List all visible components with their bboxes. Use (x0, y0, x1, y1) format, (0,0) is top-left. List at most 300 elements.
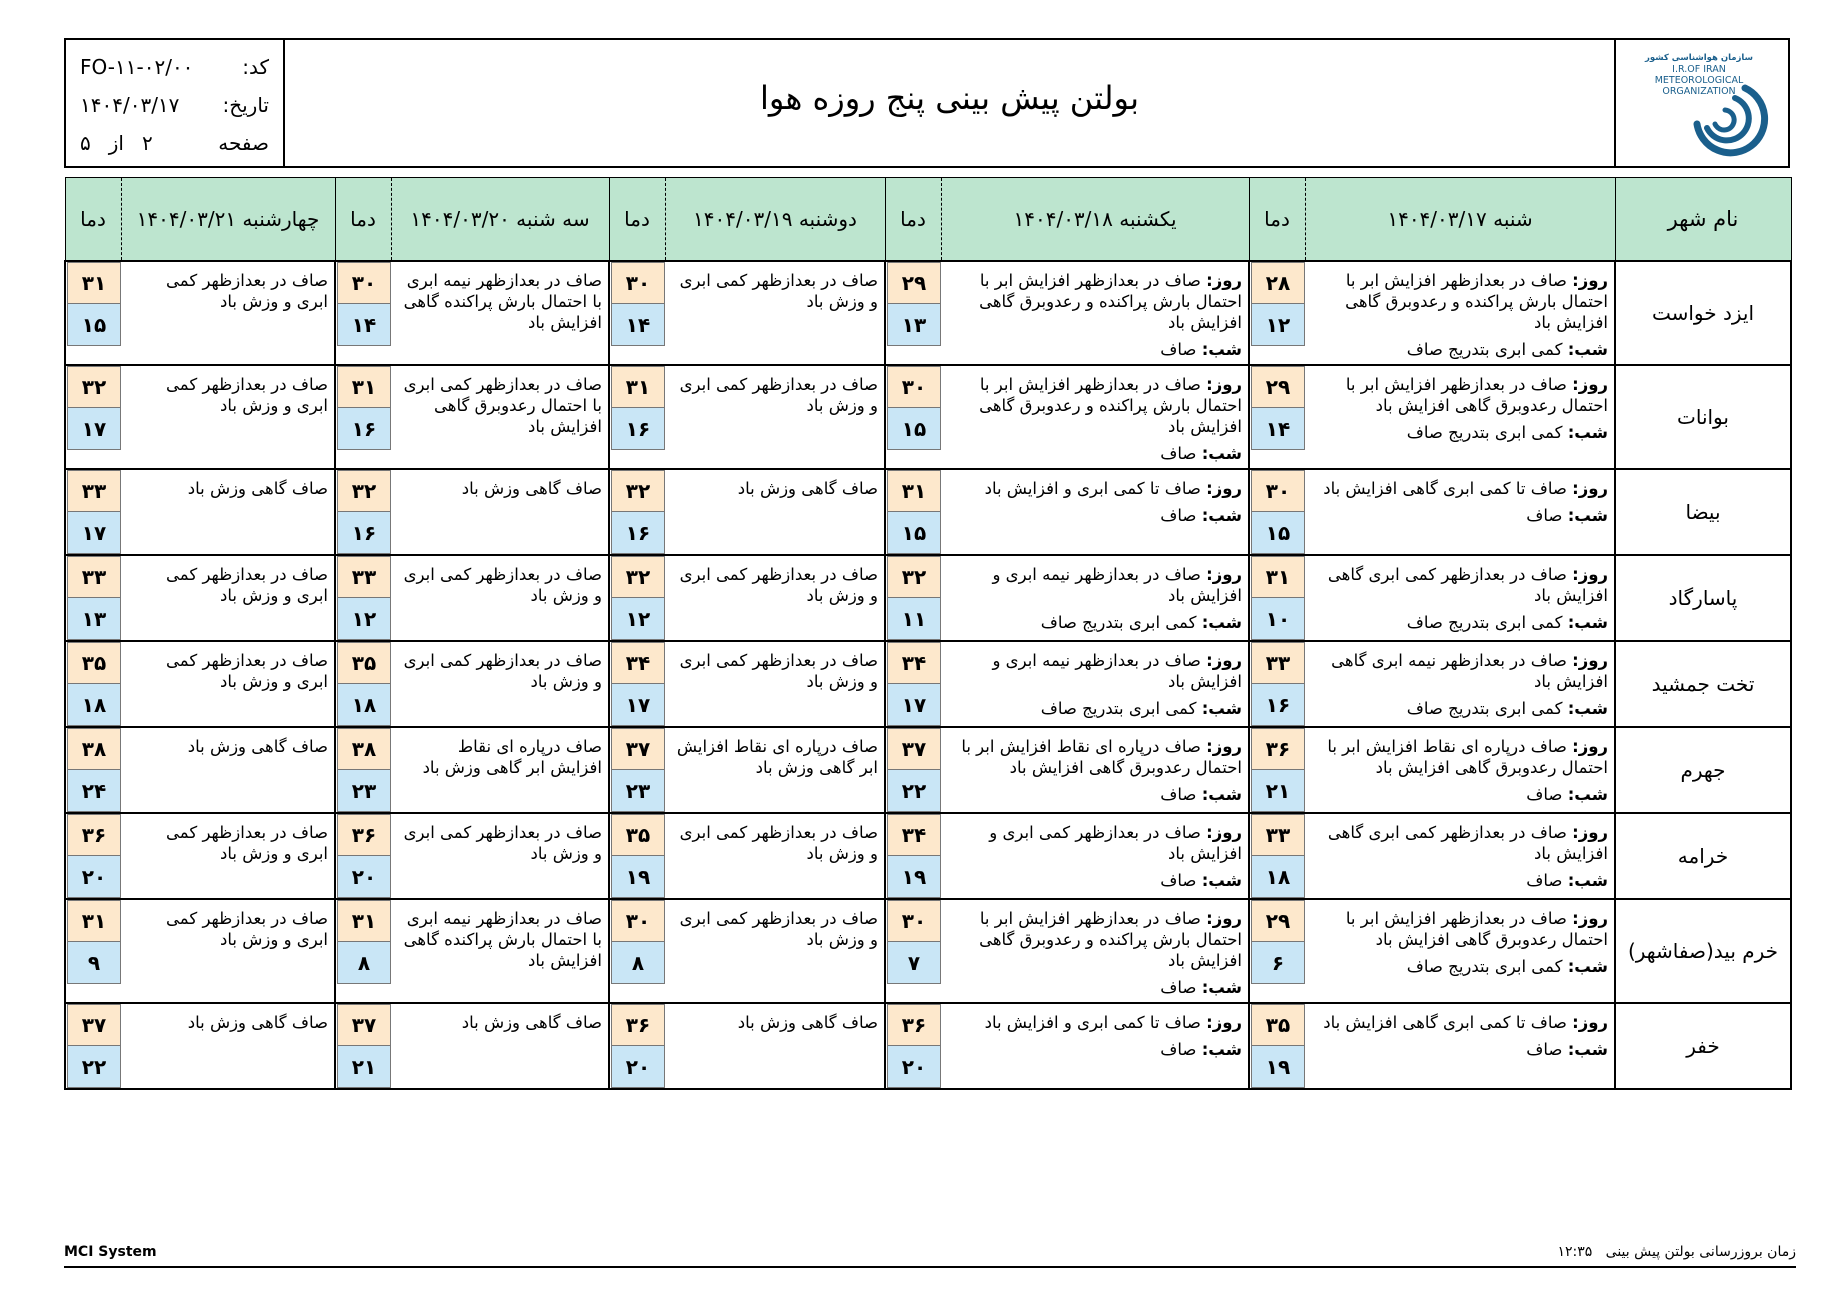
min-temp: ۱۹ (887, 856, 941, 898)
forecast-cell (391, 813, 609, 899)
night-label: شب: (1201, 871, 1242, 890)
day-label: روز: (1572, 375, 1608, 394)
max-temp: ۳۵ (1251, 1004, 1305, 1046)
max-temp: ۲۹ (887, 262, 941, 304)
forecast-cell (665, 899, 885, 1003)
max-temp: ۲۹ (1251, 900, 1305, 942)
forecast-cell (391, 1003, 609, 1089)
temperature-cell (1249, 641, 1305, 727)
night-label: شب: (1567, 340, 1608, 359)
max-temp: ۲۸ (1251, 262, 1305, 304)
max-temp: ۳۷ (611, 728, 665, 770)
temperature-cell (609, 261, 665, 365)
document-info (66, 40, 285, 166)
night-label: شب: (1201, 340, 1242, 359)
day-label: روز: (1206, 823, 1242, 842)
forecast-text: صاف در بعدازظهر کمی ابری و وزش باد (166, 271, 328, 311)
forecast-cell (665, 261, 885, 365)
min-temp: ۱۶ (337, 408, 391, 450)
night-label: شب: (1567, 785, 1608, 804)
forecast-cell (665, 555, 885, 641)
day-text: صاف در بعدازظهر نیمه ابری و افزایش باد (992, 651, 1242, 691)
day-forecast (951, 736, 1242, 778)
forecast-text: صاف گاهی وزش باد (461, 479, 602, 498)
max-temp: ۳۳ (1251, 814, 1305, 856)
day-header-5: چهارشنبه ۱۴۰۴/۰۳/۲۱ (121, 178, 335, 262)
day-label: روز: (1206, 1013, 1242, 1032)
night-text: صاف (1160, 1040, 1197, 1059)
city-name: بوانات (1615, 365, 1791, 469)
min-temp: ۱۴ (611, 304, 665, 346)
table-row (65, 365, 1791, 469)
max-temp: ۳۱ (67, 900, 121, 942)
forecast-cell (665, 1003, 885, 1089)
day-label: روز: (1572, 565, 1608, 584)
temperature-cell (65, 727, 121, 813)
max-temp: ۳۴ (611, 642, 665, 684)
forecast-text: صاف گاهی وزش باد (187, 1013, 328, 1032)
min-temp: ۲۴ (67, 770, 121, 812)
day-text: صاف در بعدازظهر افزایش ابر با احتمال بارش پراکنده و رعدوبرق گاهی افزایش باد (1345, 271, 1608, 332)
page-row (80, 124, 269, 162)
temperature-cell (335, 261, 391, 365)
night-text: صاف (1526, 1040, 1563, 1059)
forecast-cell (121, 641, 335, 727)
forecast-cell (391, 469, 609, 555)
max-temp: ۳۰ (887, 900, 941, 942)
forecast-cell (391, 899, 609, 1003)
min-temp: ۱۸ (1251, 856, 1305, 898)
min-temp: ۱۵ (887, 408, 941, 450)
day-text: صاف تا کمی ابری گاهی افزایش باد (1323, 1013, 1567, 1032)
temperature-cell (1249, 1003, 1305, 1089)
min-temp: ۶ (1251, 942, 1305, 984)
max-temp: ۳۶ (887, 1004, 941, 1046)
temperature-cell (609, 899, 665, 1003)
temp-header-3: دما (609, 178, 665, 262)
night-forecast (951, 505, 1242, 526)
temperature-cell (1249, 813, 1305, 899)
meteorological-logo-icon (1627, 48, 1777, 158)
night-text: صاف (1160, 444, 1197, 463)
forecast-cell (1305, 641, 1615, 727)
forecast-text: صاف در بعدازظهر کمی ابری و وزش باد (679, 909, 878, 949)
night-label: شب: (1201, 1040, 1242, 1059)
temperature-cell (1249, 261, 1305, 365)
forecast-text: صاف در بعدازظهر کمی ابری و وزش باد (403, 823, 602, 863)
day-text: صاف در بعدازظهر افزایش ابر با احتمال بارش پراکنده و رعدوبرق گاهی افزایش باد (979, 909, 1242, 970)
day-text: صاف درپاره ای نقاط افزایش ابر با احتمال رعدوبرق گاهی افزایش باد (961, 737, 1242, 777)
min-temp: ۲۰ (67, 856, 121, 898)
forecast-cell (1305, 365, 1615, 469)
night-forecast (1315, 339, 1608, 360)
city-name: تخت جمشید (1615, 641, 1791, 727)
night-text: کمی ابری بتدریج صاف (1406, 340, 1563, 359)
max-temp: ۳۰ (611, 900, 665, 942)
forecast-cell (121, 813, 335, 899)
max-temp: ۳۷ (887, 728, 941, 770)
forecast-cell (941, 261, 1249, 365)
forecast-cell (941, 641, 1249, 727)
day-forecast (1315, 650, 1608, 692)
max-temp: ۲۹ (1251, 366, 1305, 408)
min-temp: ۱۱ (887, 598, 941, 640)
forecast-table (64, 177, 1792, 1090)
night-text: صاف (1160, 978, 1197, 997)
forecast-cell (941, 1003, 1249, 1089)
forecast-cell (665, 365, 885, 469)
min-temp: ۱۸ (67, 684, 121, 726)
min-temp: ۱۶ (337, 512, 391, 554)
min-temp: ۱۸ (337, 684, 391, 726)
max-temp: ۳۰ (1251, 470, 1305, 512)
date-label: تاریخ: (222, 93, 269, 117)
forecast-cell (941, 813, 1249, 899)
max-temp: ۳۵ (337, 642, 391, 684)
forecast-text: صاف در بعدازظهر کمی ابری و وزش باد (403, 565, 602, 605)
temperature-cell (335, 813, 391, 899)
max-temp: ۳۸ (337, 728, 391, 770)
min-temp: ۱۵ (1251, 512, 1305, 554)
day-text: صاف در بعدازظهر کمی ابری گاهی افزایش باد (1327, 823, 1608, 863)
night-text: صاف (1160, 871, 1197, 890)
max-temp: ۳۳ (67, 556, 121, 598)
temperature-cell (609, 555, 665, 641)
min-temp: ۲۰ (887, 1046, 941, 1088)
temp-header-5: دما (65, 178, 121, 262)
night-text: صاف (1526, 506, 1563, 525)
min-temp: ۷ (887, 942, 941, 984)
page-count (80, 124, 153, 162)
forecast-cell (121, 261, 335, 365)
max-temp: ۳۴ (887, 642, 941, 684)
forecast-cell (121, 727, 335, 813)
day-forecast (1315, 564, 1608, 606)
bulletin-header (64, 38, 1790, 168)
max-temp: ۳۵ (67, 642, 121, 684)
forecast-text: صاف در بعدازظهر کمی ابری و وزش باد (679, 565, 878, 605)
temperature-cell (1249, 469, 1305, 555)
table-row (65, 261, 1791, 365)
forecast-text: صاف در بعدازظهر کمی ابری و وزش باد (166, 375, 328, 415)
forecast-cell (1305, 813, 1615, 899)
max-temp: ۳۶ (337, 814, 391, 856)
page-number: ۲ (141, 131, 153, 155)
temperature-cell (335, 469, 391, 555)
forecast-text: صاف در بعدازظهر کمی ابری با احتمال رعدوبرق گاهی افزایش باد (403, 375, 602, 436)
night-text: کمی ابری بتدریج صاف (1040, 699, 1197, 718)
night-label: شب: (1201, 506, 1242, 525)
max-temp: ۳۶ (1251, 728, 1305, 770)
forecast-cell (391, 727, 609, 813)
page-label: صفحه (218, 131, 269, 155)
forecast-text: صاف در بعدازظهر کمی ابری و وزش باد (166, 651, 328, 691)
night-forecast (951, 612, 1242, 633)
forecast-cell (1305, 469, 1615, 555)
night-label: شب: (1567, 1040, 1608, 1059)
min-temp: ۱۷ (67, 512, 121, 554)
forecast-text: صاف گاهی وزش باد (737, 1013, 878, 1032)
min-temp: ۸ (611, 942, 665, 984)
update-label: زمان بروزرسانی بولتن پیش بینی (1605, 1244, 1796, 1260)
forecast-cell (1305, 261, 1615, 365)
logo-text-en3: ORGANIZATION (1662, 86, 1736, 97)
night-forecast (951, 870, 1242, 891)
temperature-cell (335, 1003, 391, 1089)
forecast-text: صاف گاهی وزش باد (187, 479, 328, 498)
temperature-cell (335, 727, 391, 813)
temperature-cell (609, 365, 665, 469)
min-temp: ۲۱ (337, 1046, 391, 1088)
day-forecast (1315, 908, 1608, 950)
table-row (65, 641, 1791, 727)
day-text: صاف تا کمی ابری و افزایش باد (984, 479, 1201, 498)
forecast-cell (941, 727, 1249, 813)
temperature-cell (885, 899, 941, 1003)
min-temp: ۱۵ (67, 304, 121, 346)
forecast-cell (121, 899, 335, 1003)
organization-logo (1614, 40, 1788, 166)
night-label: شب: (1201, 785, 1242, 804)
forecast-cell (941, 899, 1249, 1003)
temp-header-4: دما (335, 178, 391, 262)
day-forecast (1315, 478, 1608, 499)
table-row (65, 899, 1791, 1003)
temperature-cell (609, 813, 665, 899)
min-temp: ۱۹ (611, 856, 665, 898)
logo-text-en1: I.R.OF IRAN (1672, 64, 1726, 75)
day-label: روز: (1206, 565, 1242, 584)
min-temp: ۲۳ (337, 770, 391, 812)
min-temp: ۱۲ (611, 598, 665, 640)
min-temp: ۱۳ (887, 304, 941, 346)
day-text: صاف در بعدازظهر افزایش ابر با احتمال رعدوبرق گاهی افزایش باد (1345, 909, 1608, 949)
night-text: صاف (1160, 506, 1197, 525)
forecast-text: صاف گاهی وزش باد (461, 1013, 602, 1032)
date-row (80, 86, 269, 124)
night-forecast (951, 698, 1242, 719)
max-temp: ۳۲ (887, 556, 941, 598)
logo-text-fa: سازمان هواشناسی کشور (1644, 53, 1754, 63)
temperature-cell (65, 813, 121, 899)
day-label: روز: (1206, 375, 1242, 394)
day-forecast (951, 1012, 1242, 1033)
forecast-text: صاف در بعدازظهر کمی ابری و وزش باد (679, 375, 878, 415)
min-temp: ۲۲ (67, 1046, 121, 1088)
night-label: شب: (1201, 613, 1242, 632)
day-forecast (951, 270, 1242, 333)
night-label: شب: (1201, 699, 1242, 718)
temperature-cell (885, 469, 941, 555)
day-label: روز: (1206, 479, 1242, 498)
night-forecast (1315, 612, 1608, 633)
temperature-cell (335, 641, 391, 727)
temperature-cell (885, 813, 941, 899)
day-label: روز: (1572, 909, 1608, 928)
day-forecast (1315, 270, 1608, 333)
max-temp: ۳۰ (887, 366, 941, 408)
max-temp: ۳۱ (337, 900, 391, 942)
night-forecast (951, 1039, 1242, 1060)
max-temp: ۳۳ (337, 556, 391, 598)
temperature-cell (885, 365, 941, 469)
temperature-cell (885, 1003, 941, 1089)
temperature-cell (1249, 727, 1305, 813)
day-text: صاف در بعدازظهر کمی ابری و افزایش باد (989, 823, 1242, 863)
table-row (65, 469, 1791, 555)
min-temp: ۹ (67, 942, 121, 984)
forecast-cell (665, 727, 885, 813)
night-text: صاف (1160, 785, 1197, 804)
city-name: بیضا (1615, 469, 1791, 555)
day-label: روز: (1572, 479, 1608, 498)
forecast-cell (941, 555, 1249, 641)
code-value: FO-۱۱-۰۲/۰۰ (80, 55, 194, 79)
temperature-cell (65, 641, 121, 727)
city-name: ایزد خواست (1615, 261, 1791, 365)
night-text: کمی ابری بتدریج صاف (1406, 699, 1563, 718)
forecast-text: صاف در بعدازظهر نیمه ابری با احتمال بارش پراکنده گاهی افزایش باد (403, 271, 602, 332)
temperature-cell (1249, 555, 1305, 641)
night-label: شب: (1567, 871, 1608, 890)
day-label: روز: (1206, 909, 1242, 928)
night-text: کمی ابری بتدریج صاف (1040, 613, 1197, 632)
max-temp: ۳۲ (67, 366, 121, 408)
temperature-cell (1249, 365, 1305, 469)
night-forecast (1315, 422, 1608, 443)
temperature-cell (65, 899, 121, 1003)
forecast-text: صاف در بعدازظهر کمی ابری و وزش باد (166, 823, 328, 863)
forecast-text: صاف در بعدازظهر نیمه ابری با احتمال بارش پراکنده گاهی افزایش باد (403, 909, 602, 970)
city-column-header: نام شهر (1615, 178, 1791, 262)
code-row (80, 48, 269, 86)
day-forecast (1315, 1012, 1608, 1033)
forecast-text: صاف درپاره ای نقاط افزایش ابر گاهی وزش باد (676, 737, 878, 777)
night-label: شب: (1201, 978, 1242, 997)
night-forecast (1315, 784, 1608, 805)
temperature-cell (1249, 899, 1305, 1003)
forecast-text: صاف در بعدازظهر کمی ابری و وزش باد (679, 823, 878, 863)
day-label: روز: (1572, 651, 1608, 670)
code-label: کد: (242, 55, 269, 79)
forecast-cell (665, 641, 885, 727)
forecast-cell (1305, 727, 1615, 813)
night-forecast (951, 339, 1242, 360)
day-header-1: شنبه ۱۴۰۴/۰۳/۱۷ (1305, 178, 1615, 262)
night-text: کمی ابری بتدریج صاف (1406, 423, 1563, 442)
night-forecast (951, 443, 1242, 464)
city-name: خرامه (1615, 813, 1791, 899)
max-temp: ۳۵ (611, 814, 665, 856)
max-temp: ۳۶ (611, 1004, 665, 1046)
forecast-cell (941, 469, 1249, 555)
day-text: صاف در بعدازظهر افزایش ابر با احتمال بارش پراکنده و رعدوبرق گاهی افزایش باد (979, 375, 1242, 436)
day-forecast (1315, 822, 1608, 864)
temperature-cell (609, 469, 665, 555)
forecast-cell (391, 641, 609, 727)
night-forecast (1315, 698, 1608, 719)
max-temp: ۳۶ (67, 814, 121, 856)
day-forecast (951, 564, 1242, 606)
max-temp: ۳۴ (887, 814, 941, 856)
temperature-cell (609, 1003, 665, 1089)
temperature-cell (885, 261, 941, 365)
day-text: صاف درپاره ای نقاط افزایش ابر با احتمال رعدوبرق گاهی افزایش باد (1327, 737, 1608, 777)
max-temp: ۳۱ (337, 366, 391, 408)
max-temp: ۳۰ (611, 262, 665, 304)
night-label: شب: (1567, 957, 1608, 976)
page-total: ۵ (80, 131, 91, 155)
min-temp: ۱۳ (67, 598, 121, 640)
max-temp: ۳۳ (1251, 642, 1305, 684)
update-time-info (1558, 1244, 1797, 1260)
min-temp: ۱۹ (1251, 1046, 1305, 1088)
max-temp: ۳۰ (337, 262, 391, 304)
night-label: شب: (1567, 613, 1608, 632)
forecast-cell (1305, 1003, 1615, 1089)
forecast-cell (121, 469, 335, 555)
forecast-text: صاف در بعدازظهر کمی ابری و وزش باد (166, 909, 328, 949)
day-forecast (951, 374, 1242, 437)
forecast-text: صاف در بعدازظهر کمی ابری و وزش باد (679, 651, 878, 691)
day-header-4: سه شنبه ۱۴۰۴/۰۳/۲۰ (391, 178, 609, 262)
forecast-text: صاف گاهی وزش باد (187, 737, 328, 756)
day-label: روز: (1572, 1013, 1608, 1032)
forecast-text: صاف در بعدازظهر کمی ابری و وزش باد (403, 651, 602, 691)
table-row (65, 555, 1791, 641)
temperature-cell (335, 899, 391, 1003)
forecast-text: صاف در بعدازظهر کمی ابری و وزش باد (679, 271, 878, 311)
city-name: پاسارگاد (1615, 555, 1791, 641)
update-time: ۱۲:۳۵ (1557, 1244, 1593, 1260)
day-text: صاف در بعدازظهر کمی ابری گاهی افزایش باد (1327, 565, 1608, 605)
max-temp: ۳۲ (337, 470, 391, 512)
forecast-cell (121, 1003, 335, 1089)
forecast-cell (391, 555, 609, 641)
forecast-cell (1305, 555, 1615, 641)
min-temp: ۱۷ (611, 684, 665, 726)
forecast-cell (391, 365, 609, 469)
min-temp: ۲۱ (1251, 770, 1305, 812)
max-temp: ۳۲ (611, 470, 665, 512)
day-forecast (1315, 374, 1608, 416)
night-text: صاف (1526, 785, 1563, 804)
date-value: ۱۴۰۴/۰۳/۱۷ (80, 93, 180, 117)
day-label: روز: (1206, 271, 1242, 290)
temp-header-2: دما (885, 178, 941, 262)
day-label: روز: (1572, 823, 1608, 842)
forecast-cell (665, 813, 885, 899)
night-text: کمی ابری بتدریج صاف (1406, 957, 1563, 976)
forecast-text: صاف در بعدازظهر کمی ابری و وزش باد (166, 565, 328, 605)
min-temp: ۱۴ (337, 304, 391, 346)
day-label: روز: (1572, 737, 1608, 756)
day-forecast (951, 822, 1242, 864)
day-text: صاف تا کمی ابری و افزایش باد (984, 1013, 1201, 1032)
max-temp: ۳۱ (1251, 556, 1305, 598)
temperature-cell (335, 365, 391, 469)
forecast-cell (391, 261, 609, 365)
min-temp: ۱۵ (887, 512, 941, 554)
logo-text-en2: METEOROLOGICAL (1654, 75, 1744, 86)
max-temp: ۳۲ (611, 556, 665, 598)
system-name: MCI System (64, 1244, 157, 1260)
day-label: روز: (1206, 651, 1242, 670)
night-text: صاف (1160, 340, 1197, 359)
forecast-cell (941, 365, 1249, 469)
day-forecast (951, 650, 1242, 692)
min-temp: ۱۲ (1251, 304, 1305, 346)
